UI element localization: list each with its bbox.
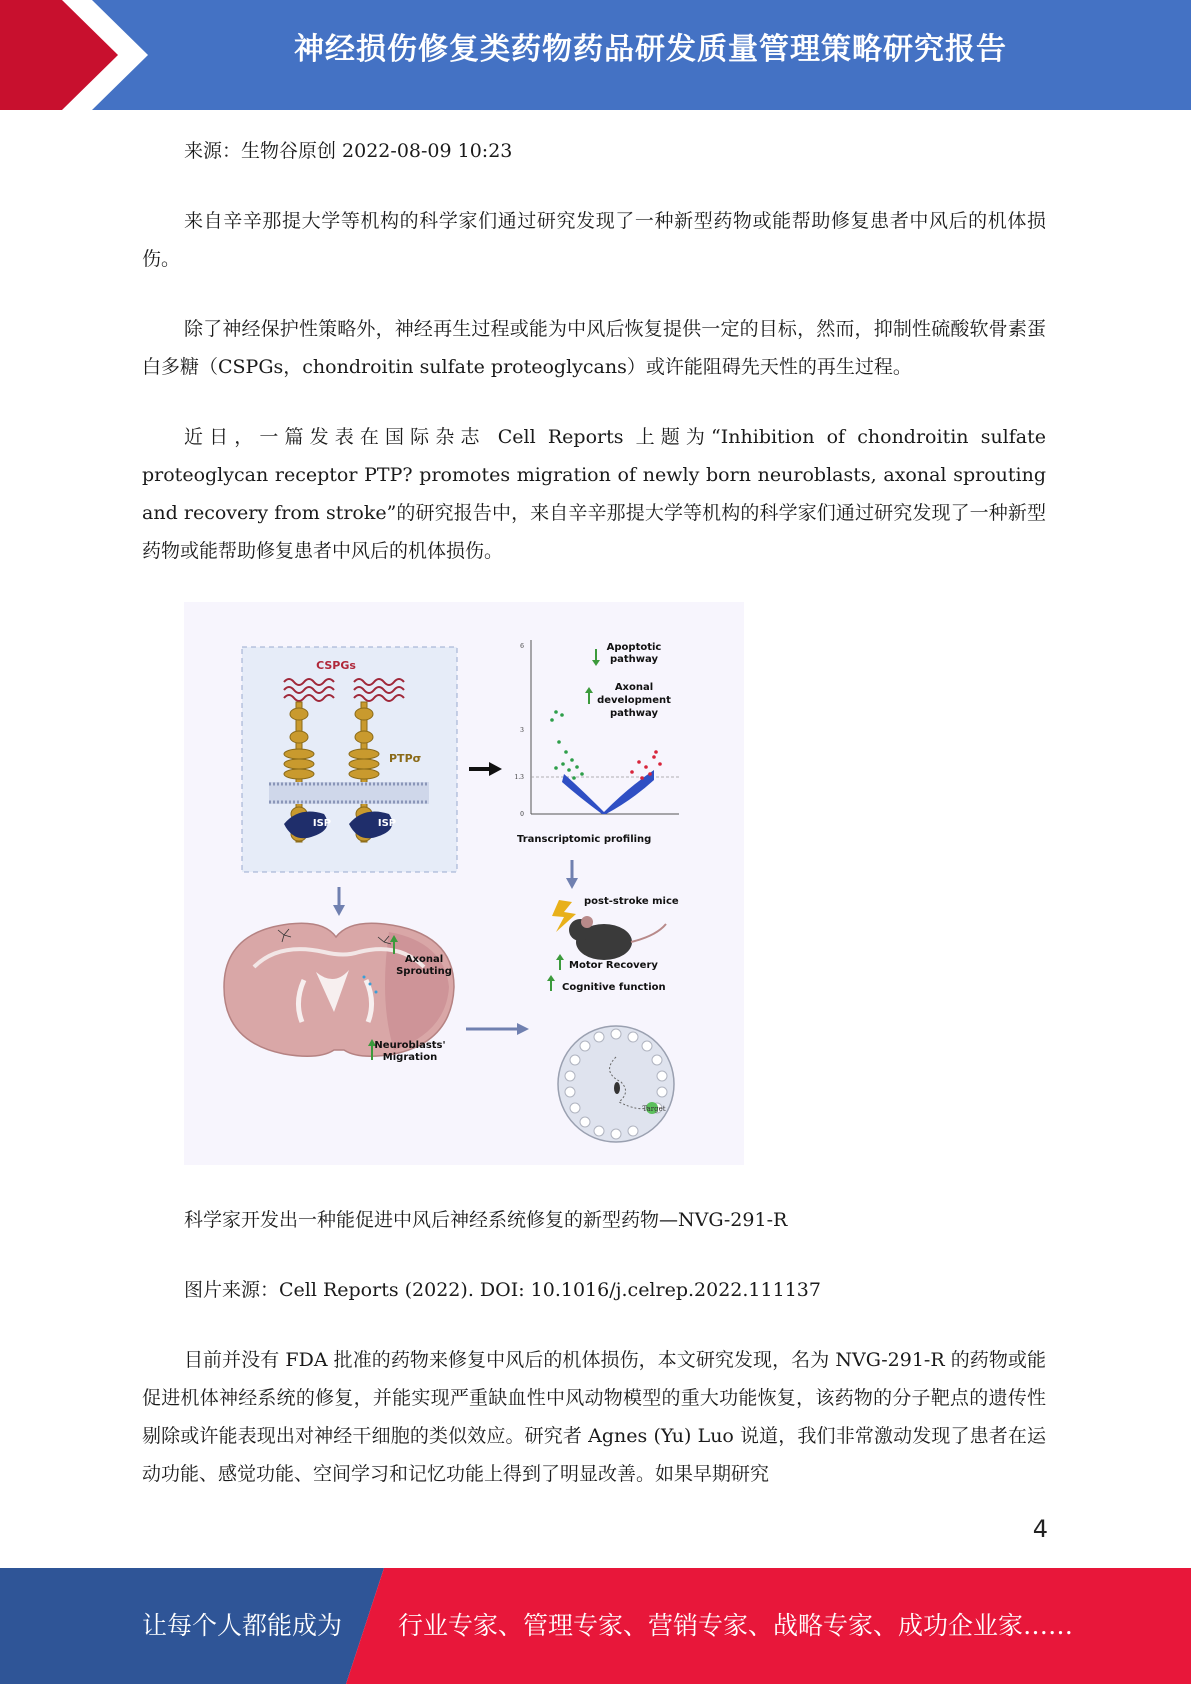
arrowhead-brain-icon — [333, 905, 345, 916]
image-source: 图片来源：Cell Reports (2022). DOI: 10.1016/j.celrep.2022.111137 — [184, 1279, 821, 1301]
label-isp-1: ISP — [312, 818, 332, 829]
label-axonal-sprouting-2: Sprouting — [396, 966, 452, 977]
arrowhead-down-icon — [592, 660, 600, 666]
label-axonal-3: pathway — [609, 708, 659, 719]
label-axonal-1: Axonal — [614, 682, 654, 693]
page-footer — [0, 1568, 1191, 1684]
label-axonal-sprouting-1: Axonal — [404, 954, 444, 965]
figure-illustration — [184, 602, 744, 1165]
paragraph-3: 近日，一篇发表在国际杂志 Cell Reports 上题为“Inhibition of chondroitin sulfate proteoglycan receptor PTP? promotes migration of newly born neuroblasts, axonal sprouting and recovery from stroke”的研究报告中，来自辛辛那提大学等机构的科学家们通过研究发现了一种新型药物或能帮助修复患者中风后的机体损伤。 — [142, 426, 1046, 562]
ytick-1-3: 1.3 — [514, 774, 524, 781]
label-cspgs: CSPGs — [316, 659, 356, 672]
arrowhead-maze-icon — [517, 1023, 529, 1035]
label-isp-2: ISP — [377, 818, 397, 829]
article-body — [142, 132, 1046, 1525]
volcano-plot — [514, 640, 679, 818]
graphical-abstract-figure — [184, 602, 744, 1165]
footer-slogan-right: 行业专家、管理专家、营销专家、战略专家、成功企业家…… — [398, 1611, 1074, 1640]
mouse-icon — [569, 916, 666, 960]
label-neuroblasts-1: Neuroblasts' — [374, 1040, 446, 1051]
arrowhead-icon — [489, 762, 502, 776]
figure-caption: 科学家开发出一种能促进中风后神经系统修复的新型药物—NVG-291-R — [184, 1209, 788, 1231]
cognitive-arrowhead-icon — [547, 975, 555, 981]
label-axonal-2: development — [597, 695, 671, 706]
source-line: 来源：生物谷原创 2022-08-09 10:23 — [184, 140, 513, 162]
label-ptp: PTPσ — [389, 752, 422, 765]
label-cognitive: Cognitive function — [562, 982, 666, 993]
water-maze-icon — [558, 1026, 674, 1142]
label-apoptotic: Apoptotic — [606, 642, 662, 653]
label-apoptotic-pathway: pathway — [609, 654, 659, 665]
brain-section-icon — [224, 923, 454, 1056]
label-transcriptomic: Transcriptomic profiling — [517, 834, 652, 845]
ytick-6: 6 — [520, 643, 524, 650]
page-number: 4 — [1032, 1515, 1048, 1543]
page-header — [0, 0, 1191, 110]
report-title: 神经损伤修复类药物药品研发质量管理策略研究报告 — [294, 32, 1007, 67]
label-post-stroke: post-stroke mice — [584, 896, 679, 907]
paragraph-2: 除了神经保护性策略外，神经再生过程或能为中风后恢复提供一定的目标，然而，抑制性硫酸软骨素蛋白多糖（CSPGs，chondroitin sulfate proteoglycans）或许能阻碍先天性的再生过程。 — [142, 318, 1046, 378]
cell-membrane — [269, 782, 429, 804]
arrowhead-up-icon — [585, 687, 593, 693]
ytick-0: 0 — [520, 811, 524, 818]
label-target: Target — [642, 1105, 666, 1113]
paragraph-4: 目前并没有 FDA 批准的药物来修复中风后的机体损伤，本文研究发现，名为 NVG-291-R 的药物或能促进机体神经系统的修复，并能实现严重缺血性中风动物模型的重大功能恢复，该药物的分子靶点的遗传性剔除或许能表现出对神经干细胞的类似效应。研究者 Agnes (Yu) Luo 说道，我们非常激动发现了患者在运动功能、感觉功能、空间学习和记忆功能上得到了明显改善。如果早期研究 — [142, 1349, 1046, 1485]
receptor-panel — [242, 647, 457, 872]
label-neuroblasts-2: Migration — [382, 1052, 438, 1063]
arrowhead-mouse-icon — [566, 878, 578, 889]
paragraph-1: 来自辛辛那提大学等机构的科学家们通过研究发现了一种新型药物或能帮助修复患者中风后的机体损伤。 — [142, 210, 1046, 270]
ytick-3: 3 — [520, 727, 524, 734]
footer-slogan-left: 让每个人都能成为 — [142, 1611, 343, 1640]
label-motor: Motor Recovery — [569, 960, 658, 971]
motor-arrowhead-icon — [556, 954, 564, 960]
